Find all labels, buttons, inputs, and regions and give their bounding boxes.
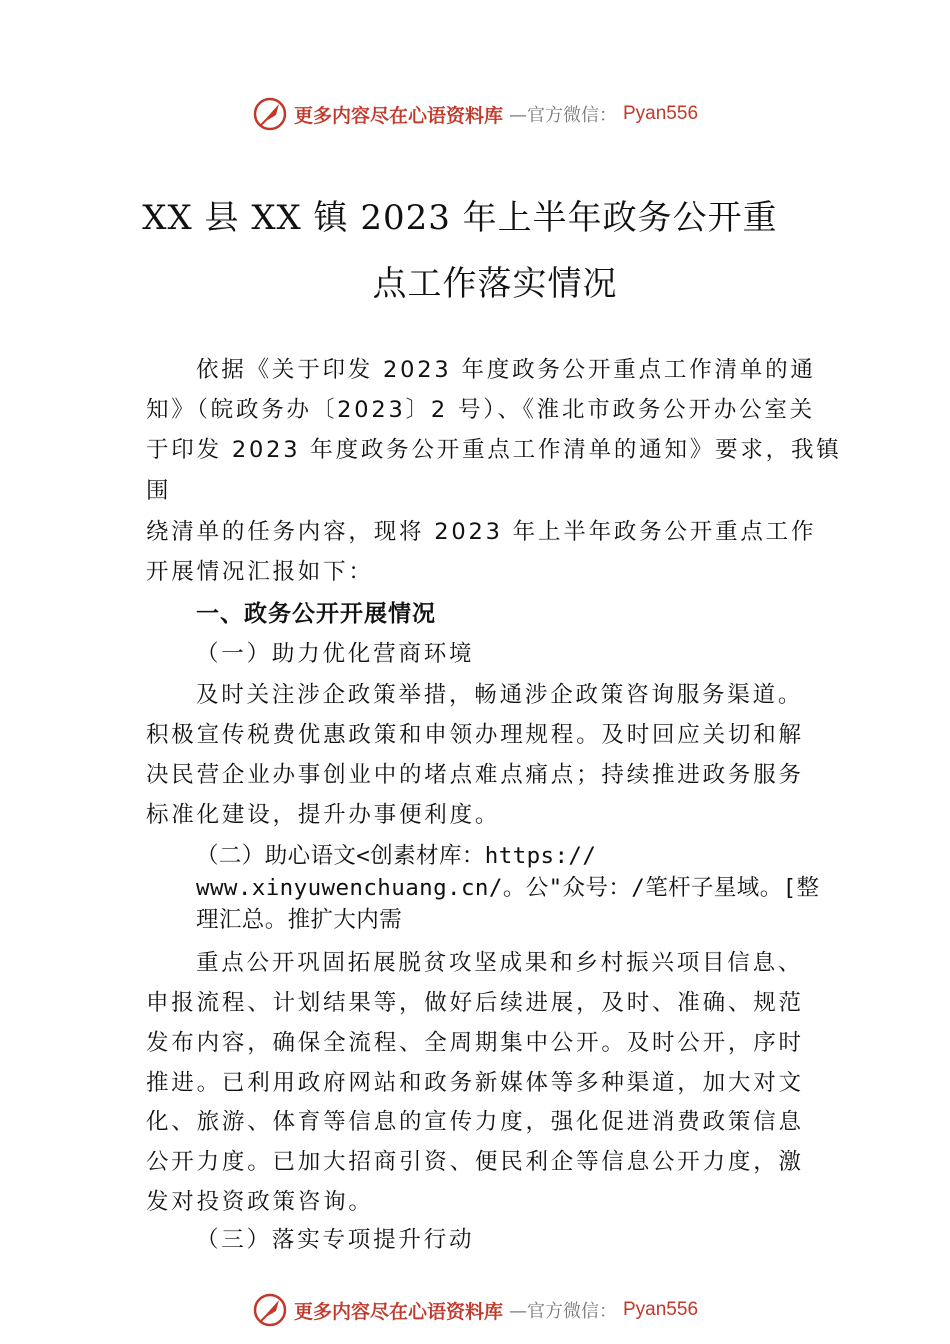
paragraph-line: 公开力度。已加大招商引资、便民利企等信息公开力度，激	[146, 1149, 804, 1175]
watermark-separator: —官方微信：	[509, 105, 617, 126]
watermark-banner-top	[0, 94, 950, 134]
paragraph-line: 推进。已利用政府网站和政务新媒体等多种渠道，加大对文	[146, 1070, 804, 1096]
paragraph-line: 及时关注涉企政策举措，畅通涉企政策咨询服务渠道。	[196, 682, 804, 708]
paragraph-line: 申报流程、计划结果等，做好后续进展，及时、准确、规范	[146, 990, 804, 1016]
paragraph-line: 积极宣传税费优惠政策和申领办理规程。及时回应关切和解	[146, 722, 804, 748]
watermark-handle: Pyan556	[623, 103, 699, 124]
paragraph-line: 标准化建设，提升办事便利度。	[146, 802, 501, 828]
watermark-banner-bottom	[0, 1290, 950, 1330]
watermark-separator: —官方微信：	[509, 1301, 617, 1322]
document-title-line-2: 点工作落实情况	[372, 264, 618, 304]
paragraph-line: 知》（皖政务办〔2023〕2 号）、《淮北市政务公开办公室关	[146, 397, 815, 423]
quill-pen-logo-icon	[252, 96, 288, 132]
subsection-heading: （二）助心语文<创素材库：https://	[196, 843, 597, 869]
document-title-line-1: XX 县 XX 镇 2023 年上半年政务公开重	[142, 198, 778, 238]
paragraph-line: 于印发 2023 年度政务公开重点工作清单的通知》要求，我镇	[146, 437, 842, 463]
subsection-heading: （一）助力优化营商环境	[196, 641, 475, 667]
watermark-text: 更多内容尽在心语资料库	[293, 1300, 503, 1323]
paragraph-line: 开展情况汇报如下：	[146, 559, 374, 585]
paragraph-line: 化、旅游、体育等信息的宣传力度，强化促进消费政策信息	[146, 1109, 804, 1135]
paragraph-line: 依据《关于印发 2023 年度政务公开重点工作清单的通	[196, 357, 816, 383]
subsection-heading-continued: 理汇总。推扩大内需	[196, 907, 403, 933]
watermark-handle: Pyan556	[623, 1299, 699, 1320]
subsection-heading-continued: www.xinyuwenchuang.cn/。公"众号：/笔杆子星域。[整	[196, 875, 820, 901]
paragraph-line: 发布内容，确保全流程、全周期集中公开。及时公开，序时	[146, 1030, 804, 1056]
paragraph-line: 决民营企业办事创业中的堵点难点痛点；持续推进政务服务	[146, 762, 804, 788]
paragraph-line: 发对投资政策咨询。	[146, 1189, 374, 1215]
paragraph-line: 围	[146, 478, 172, 504]
paragraph-line: 重点公开巩固拓展脱贫攻坚成果和乡村振兴项目信息、	[196, 950, 804, 976]
section-heading: 一、政务公开开展情况	[196, 601, 436, 627]
paragraph-line: 绕清单的任务内容，现将 2023 年上半年政务公开重点工作	[146, 519, 817, 545]
quill-pen-logo-icon	[252, 1292, 288, 1328]
subsection-heading: （三）落实专项提升行动	[196, 1227, 475, 1253]
watermark-text: 更多内容尽在心语资料库	[293, 104, 503, 127]
